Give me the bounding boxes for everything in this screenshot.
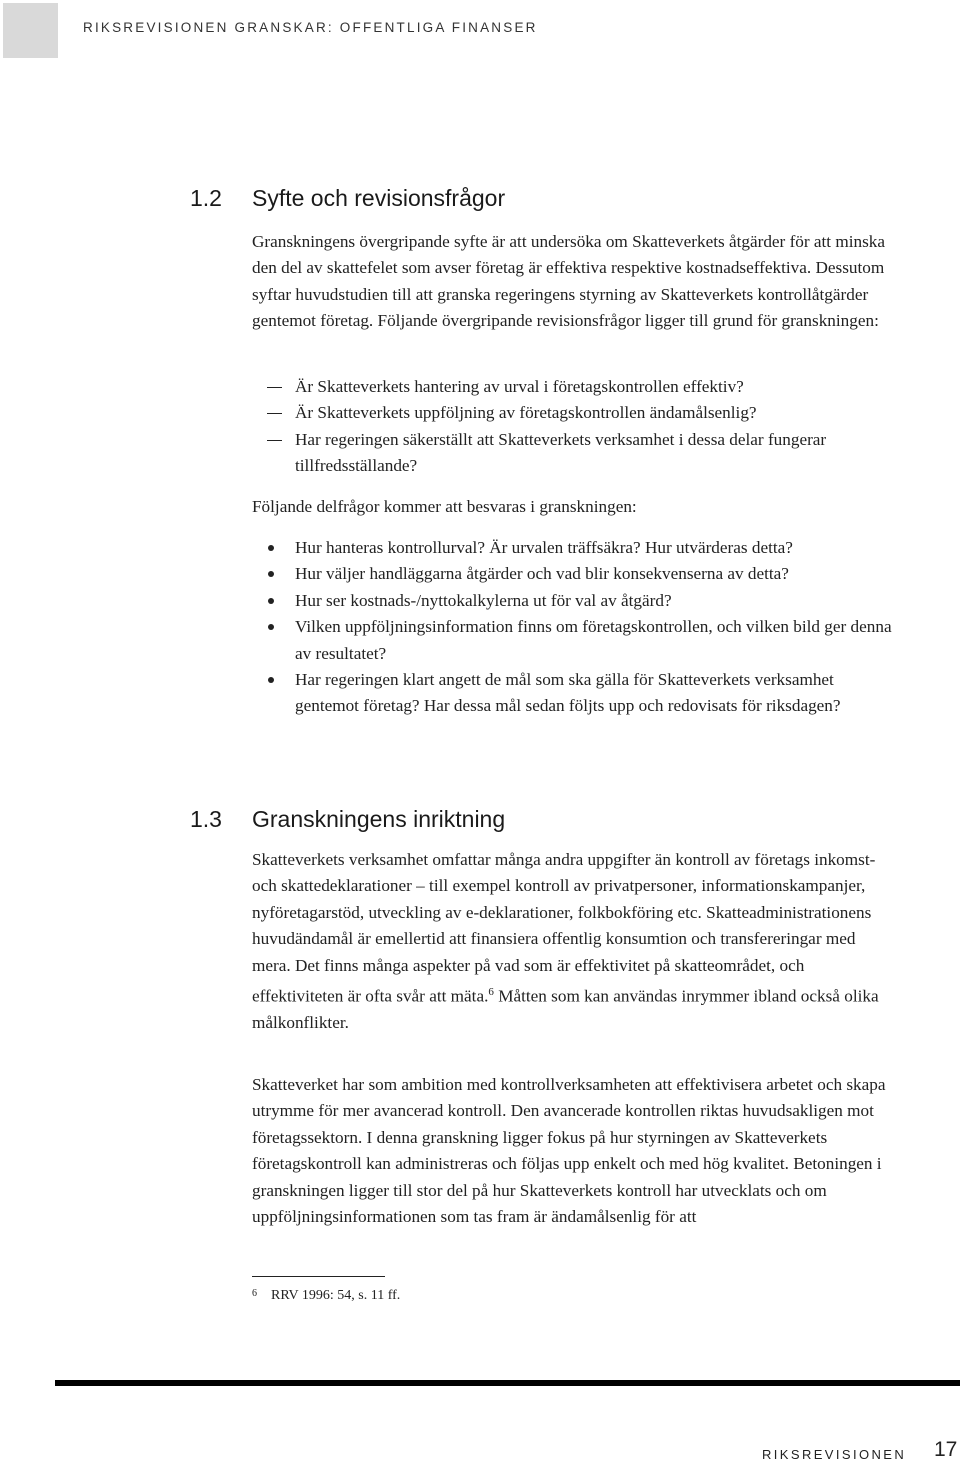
section-number: 1.2 (190, 185, 222, 211)
footnote-divider (252, 1276, 385, 1277)
section-title: Syfte och revisionsfrågor (252, 185, 506, 211)
footnote-number: 6 (252, 1288, 257, 1299)
sub-questions-list (252, 535, 892, 720)
page-number: 17 (934, 1438, 958, 1461)
list-item: Är Skatteverkets hantering av urval i företagskontrollen effektiv? (252, 374, 892, 400)
list-item: Hur hanteras kontrollurval? Är urvalen träffsäkra? Hur utvärderas detta? (252, 535, 892, 561)
corner-gray-box (3, 3, 58, 58)
body-paragraph-2: Skatteverket har som ambition med kontrollverksamheten att effektivisera arbetet och skapa utrymme för mer avancerad kontroll. Den avancerade kontrollen riktas huvudsakligen mot företagssektorn. I denna granskning ligger fokus på hur styrningen av Skatteverkets företagskontroll kan administreras och följas upp enkelt och med hög kvalitet. Betoningen i granskningen ligger till stor del på hur Skatteverkets kontroll har utvecklats och om uppföljningsinformationen som tas fram är ändamålsenlig för att (252, 1075, 886, 1227)
list-item: Har regeringen säkerställt att Skatteverkets verksamhet i dessa delar fungerar tillfredsställande? (252, 427, 892, 480)
footnote (252, 1288, 400, 1304)
intro-paragraph: Granskningens övergripande syfte är att undersöka om Skatteverkets åtgärder för att minska den del av skattefelet som avser företag är effektiva respektive kostnadseffektiva. Dessutom syftar huvudstudien till att granska regeringens styrning av Skatteverkets kontrollåtgärder gentemot företag. Följande övergripande revisionsfrågor ligger till grund för granskningen: (252, 232, 886, 331)
section-heading-1-3 (190, 806, 505, 833)
list-item: Hur ser kostnads-/nyttokalkylerna ut för val av åtgärd? (252, 588, 892, 614)
footer-rule (55, 1380, 960, 1386)
list-item: Hur väljer handläggarna åtgärder och vad blir konsekvenserna av detta? (252, 561, 892, 587)
main-questions-list (252, 374, 892, 480)
section-title: Granskningens inriktning (252, 806, 506, 832)
body-paragraph-1: Skatteverkets verksamhet omfattar många andra uppgifter än kontroll av företags inkomst- och skattedeklarationer – till exempel kontroll av privatpersoner, informationskampanjer, nyföretagarstöd, utveckling av e-deklarationer, folkbokföring etc. Skatteadministrationens huvudändamål är emellertid att finansiera offentlig konsumtion och transfereringar med mera. Det finns många aspekter på vad som är effektivitet på skatteområdet, och effektiviteten är ofta svår att mäta.$^6$ Måtten som kan användas inrymmer ibland också olika målkonflikter. (252, 850, 879, 1033)
section-number: 1.3 (190, 806, 222, 832)
list-item: Har regeringen klart angett de mål som ska gälla för Skatteverkets verksamhet gentemot företag? Har dessa mål sedan följts upp och redovisats för riksdagen? (252, 667, 892, 720)
list-item: Är Skatteverkets uppföljning av företagskontrollen ändamålsenlig? (252, 400, 892, 426)
running-head: RIKSREVISIONEN GRANSKAR: OFFENTLIGA FINANSER (83, 20, 538, 35)
sub-questions-intro: Följande delfrågor kommer att besvaras i granskningen: (252, 497, 637, 516)
section-heading-1-2 (190, 185, 505, 212)
footnote-text: RRV 1996: 54, s. 11 ff. (271, 1288, 401, 1303)
list-item: Vilken uppföljningsinformation finns om företagskontrollen, och vilken bild ger denna av resultatet? (252, 614, 892, 667)
footer-label: RIKSREVISIONEN (762, 1447, 907, 1462)
footnote-reference: 6 (488, 986, 494, 999)
